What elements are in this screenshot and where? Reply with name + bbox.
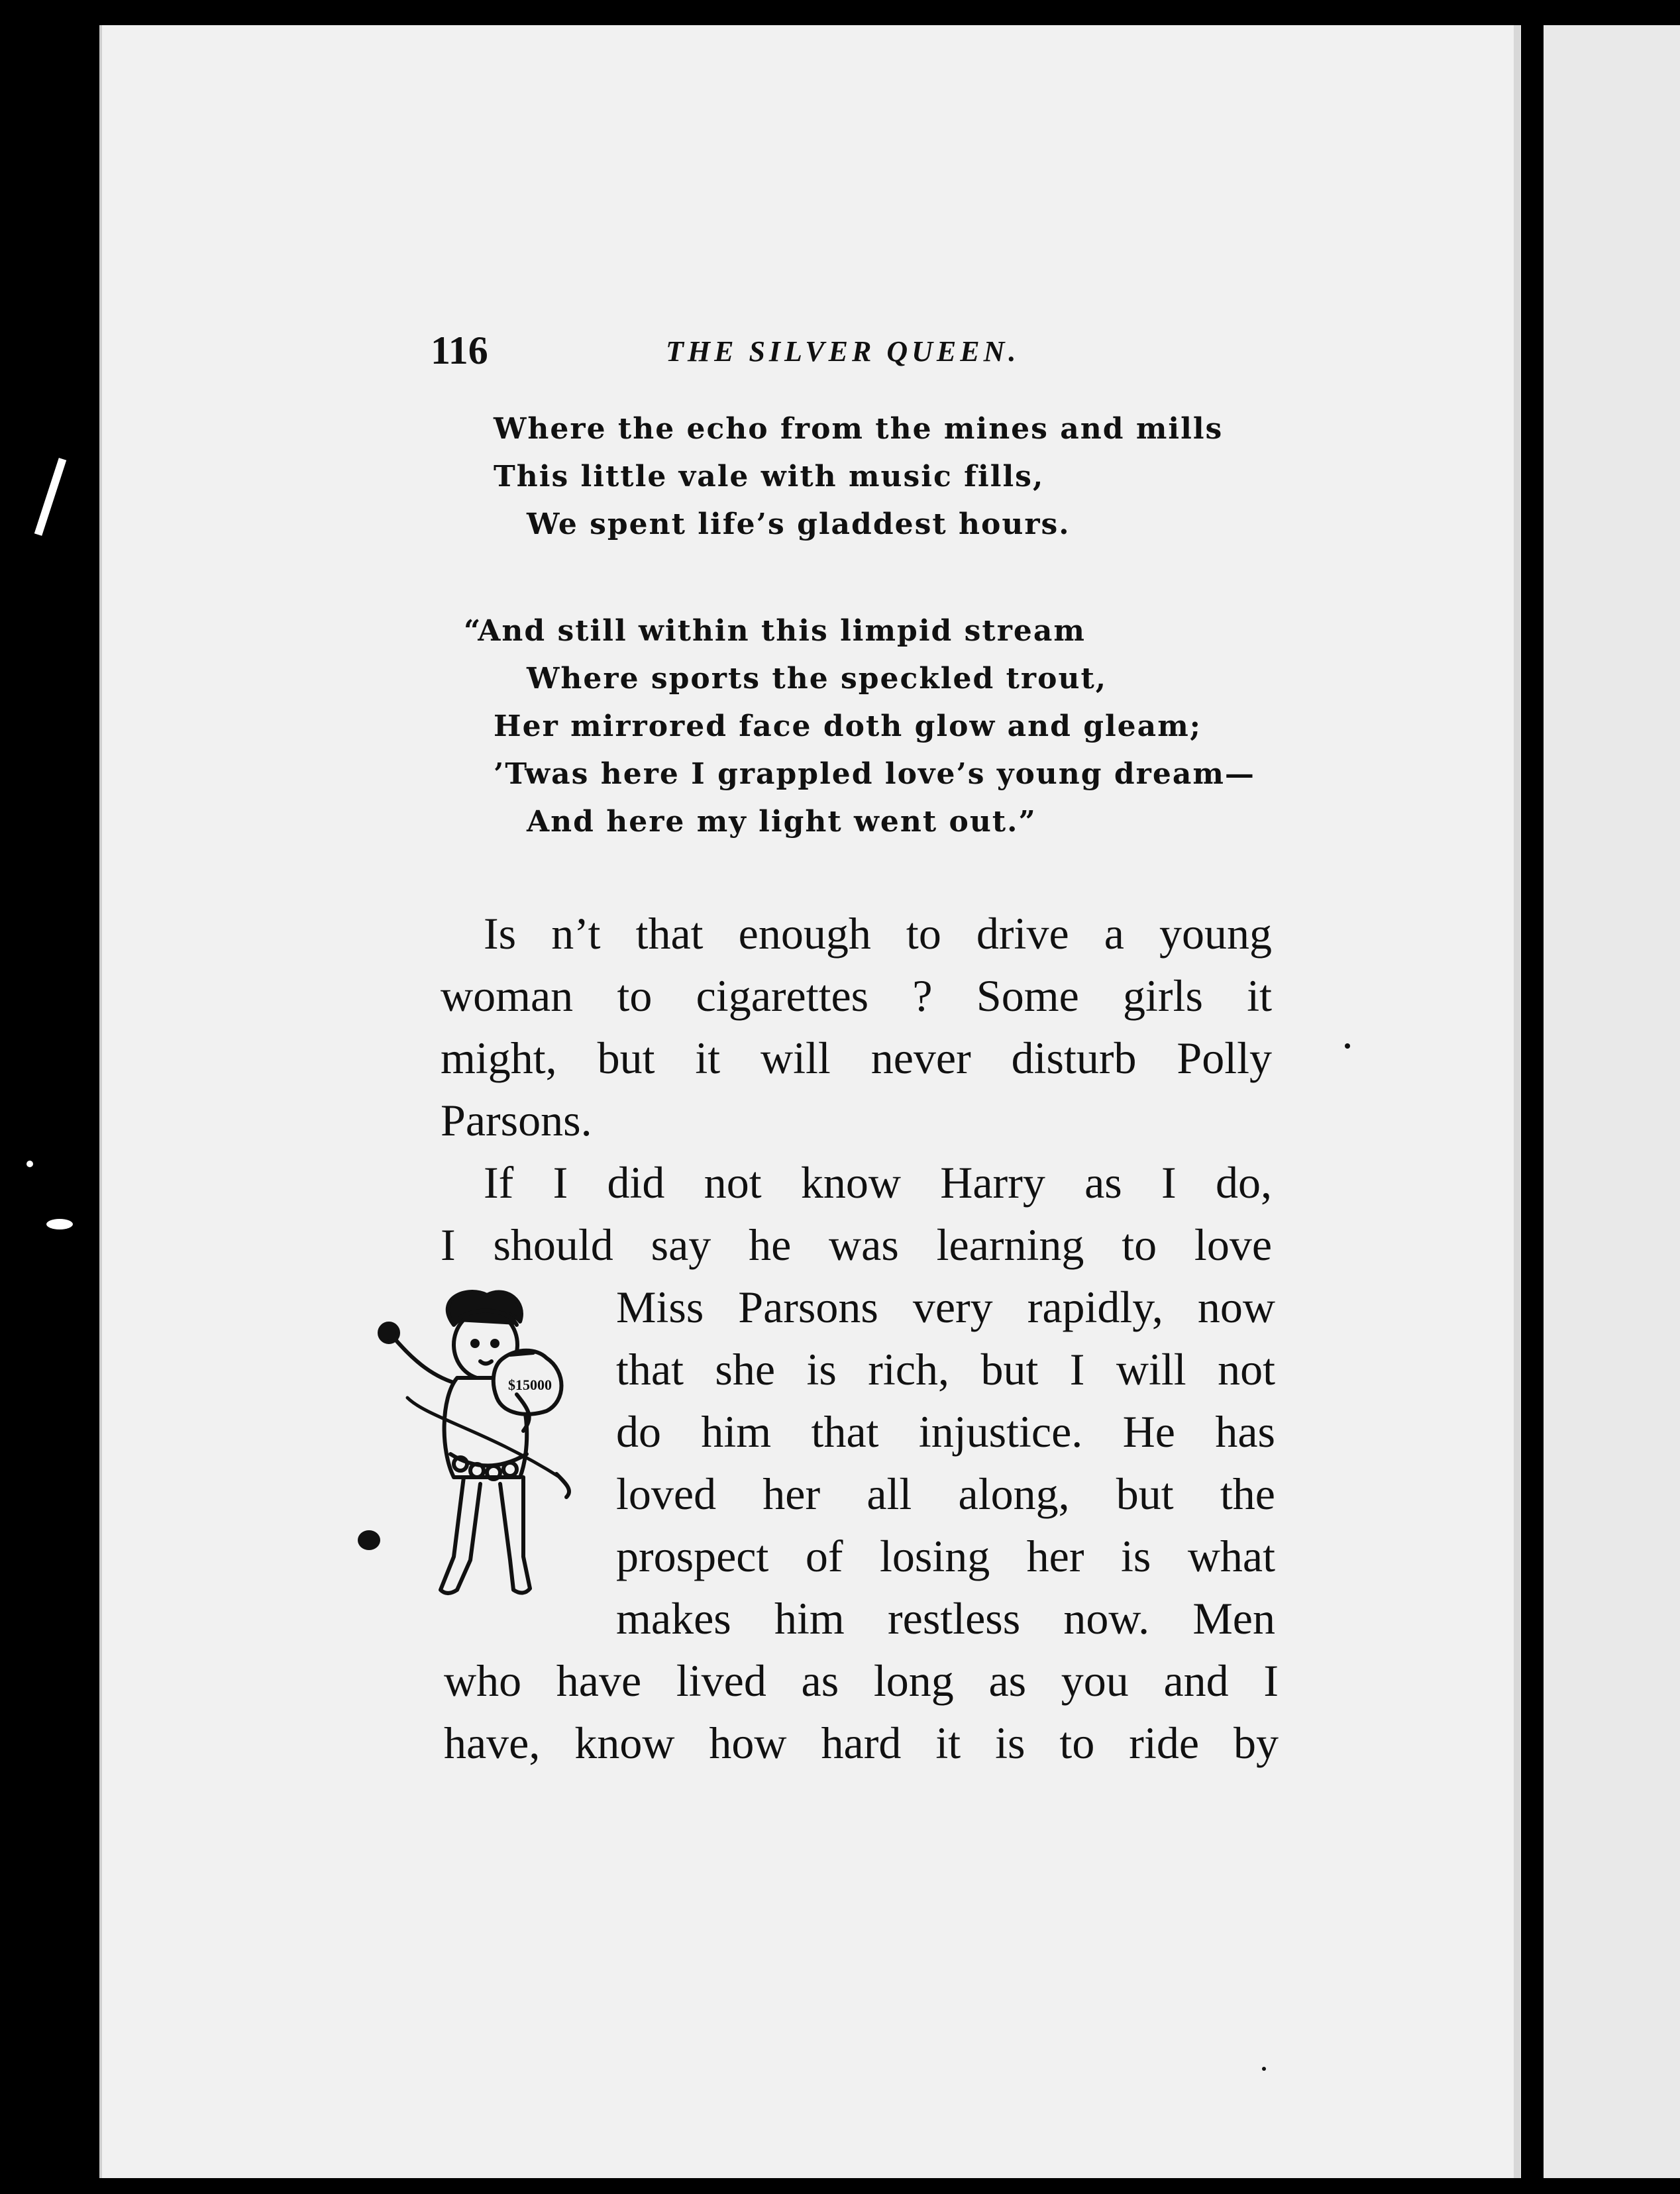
verse-line: Where sports the speckled trout,: [527, 662, 1108, 696]
prose-line: Parsons.: [441, 1095, 592, 1145]
page-gutter-edge: [1514, 25, 1520, 2178]
scan-artifact: [46, 1219, 73, 1229]
money-bag-label: $15000: [508, 1377, 552, 1393]
verse-stanza-1: [464, 405, 1325, 548]
ornament-mark: [358, 1530, 380, 1550]
prose-line: have, know how hard it is to ride by: [444, 1718, 1279, 1768]
verse-line: We spent life’s gladdest hours.: [527, 507, 1071, 541]
scan-artifact: [26, 1161, 33, 1167]
prose-line: might, but it will never disturb Polly: [441, 1033, 1272, 1083]
prose-line: makes him restless now. Men: [616, 1593, 1275, 1644]
ink-dot: [1345, 1043, 1350, 1049]
running-title: THE SILVER QUEEN.: [666, 335, 1020, 368]
book-gutter: [1521, 25, 1546, 2178]
prose-line: loved her all along, but the: [616, 1469, 1275, 1519]
prose-line: that she is rich, but I will not: [616, 1344, 1275, 1394]
prose-line: If I did not know Harry as I do,: [484, 1157, 1272, 1208]
prose-line: I should say he was learning to love: [441, 1220, 1272, 1270]
scan-artifact: [34, 458, 66, 536]
verse-line: And here my light went out.”: [527, 805, 1037, 839]
prose-line: Is n’t that enough to drive a young: [484, 908, 1272, 959]
prose-line: who have lived as long as you and I: [444, 1655, 1279, 1706]
verse-line: ’Twas here I grappled love’s young dream—: [494, 757, 1255, 791]
facing-page-edge: [1544, 25, 1680, 2178]
verse-line: “And still within this limpid stream: [464, 614, 1086, 648]
page-header: [431, 328, 1305, 374]
ink-dot: [1262, 2067, 1266, 2071]
prose-line: prospect of losing her is what: [616, 1531, 1275, 1581]
page-number: 116: [431, 329, 488, 372]
verse-line: This little vale with music fills,: [494, 460, 1045, 494]
prose-line: Miss Parsons very rapidly, now: [616, 1282, 1275, 1332]
prose-line: woman to cigarettes ? Some girls it: [441, 970, 1272, 1021]
cherub-with-money-bag-icon: [354, 1285, 600, 1649]
verse-line: Where the echo from the mines and mills: [494, 412, 1224, 446]
verse-line: Her mirrored face doth glow and gleam;: [494, 709, 1202, 743]
prose-line: do him that injustice. He has: [616, 1406, 1275, 1457]
verse-stanza-2: [464, 607, 1325, 846]
